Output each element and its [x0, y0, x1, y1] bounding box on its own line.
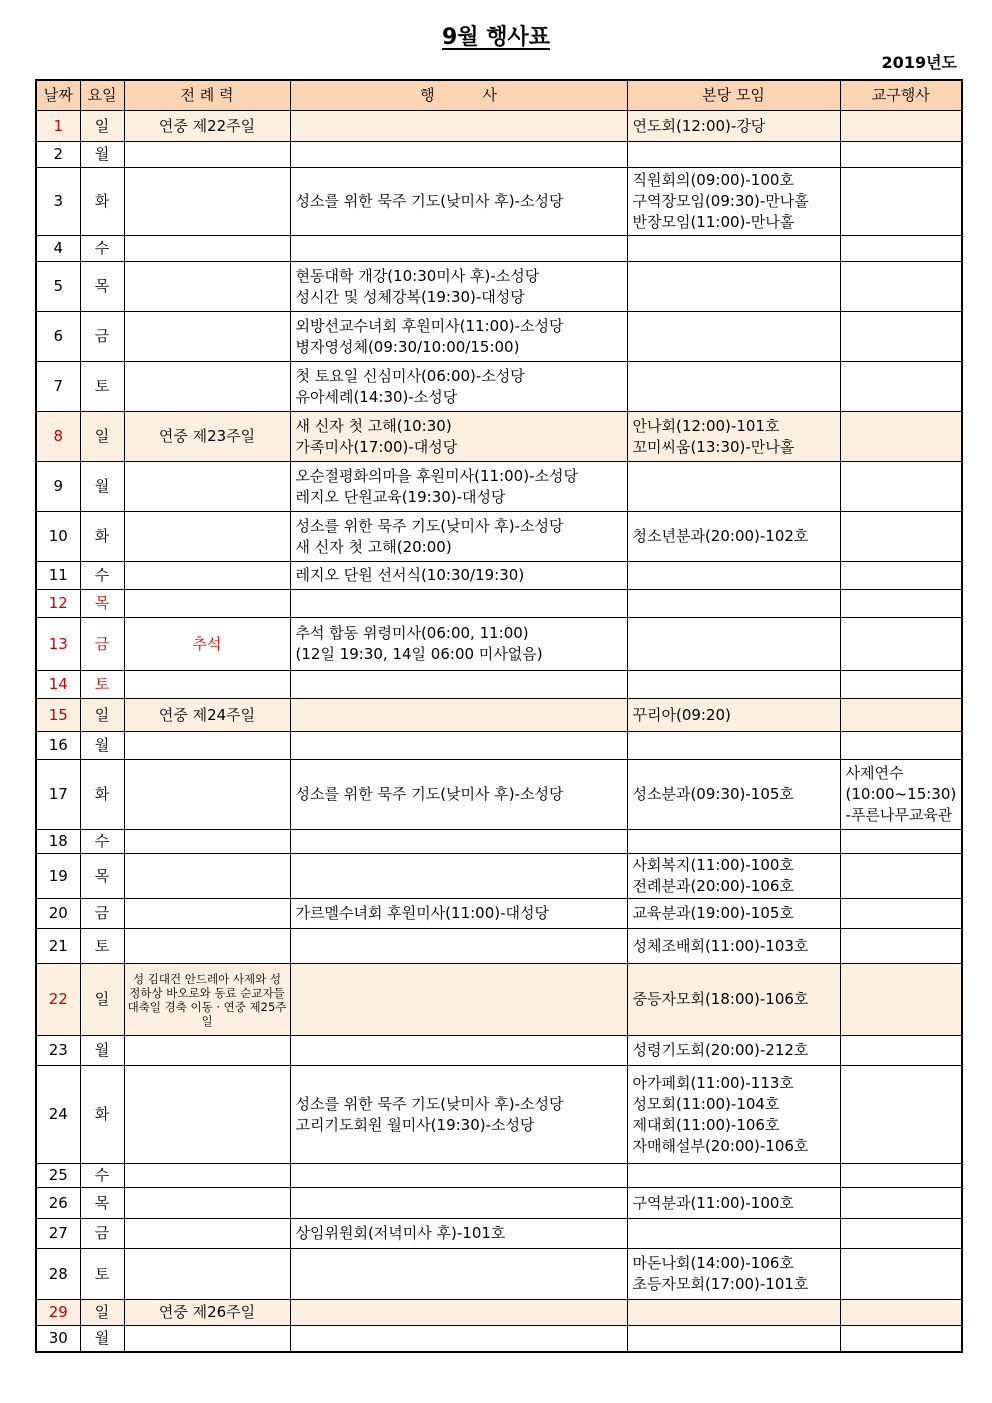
diocese-cell [840, 699, 962, 732]
meetings-cell-line: 구역분과(11:00)-100호 [632, 1193, 794, 1212]
meetings-cell-line: 직원회의(09:00)-100호 [632, 171, 794, 189]
table-row [36, 671, 962, 699]
date-cell: 4 [36, 236, 80, 262]
events-cell-line: 성소를 위한 묵주 기도(낮미사 후)-소성당 [295, 785, 564, 803]
meetings-cell-line: 꼬미씨움(13:30)-만나홀 [632, 437, 795, 456]
date-cell: 25 [36, 1164, 80, 1188]
diocese-cell [840, 462, 962, 512]
liturgy-cell [124, 462, 290, 512]
day-cell: 목 [80, 1188, 124, 1219]
diocese-cell [840, 312, 962, 362]
day-cell: 화 [80, 512, 124, 562]
liturgy-cell: 추석 [124, 618, 290, 671]
meetings-cell [627, 362, 840, 412]
events-cell [290, 1300, 627, 1326]
meetings-cell-line: 성모회(11:00)-104호 [632, 1094, 780, 1113]
events-cell [290, 964, 627, 1036]
liturgy-cell [124, 362, 290, 412]
date-cell: 7 [36, 362, 80, 412]
events-cell-line: 병자영성체(09:30/10:00/15:00) [295, 337, 520, 356]
date-cell: 26 [36, 1188, 80, 1219]
events-cell-line: 레지오 단원교육(19:30)-대성당 [295, 487, 506, 506]
liturgy-cell: 연중 제23주일 [124, 412, 290, 462]
table-row [36, 462, 962, 512]
table-row [36, 142, 962, 168]
date-cell: 23 [36, 1036, 80, 1066]
diocese-cell [840, 562, 962, 590]
header-day: 요일 [80, 80, 124, 111]
meetings-cell-line: 구역장모임(09:30)-만나홀 [632, 192, 809, 210]
diocese-cell [840, 1036, 962, 1066]
meetings-cell [627, 1249, 840, 1300]
events-cell-line: 현동대학 개강(10:30미사 후)-소성당 [295, 266, 540, 285]
events-cell-line: 첫 토요일 신심미사(06:00)-소성당 [295, 366, 525, 385]
liturgy-cell [124, 854, 290, 899]
meetings-cell [627, 111, 840, 142]
day-cell: 금 [80, 312, 124, 362]
liturgy-cell [124, 562, 290, 590]
meetings-cell [627, 618, 840, 671]
liturgy-cell [124, 168, 290, 236]
header-meetings: 본당 모임 [627, 80, 840, 111]
date-cell: 16 [36, 732, 80, 760]
diocese-cell [840, 760, 962, 830]
events-cell-line: 성소를 위한 묵주 기도(낮미사 후)-소성당 [295, 192, 564, 210]
diocese-cell [840, 590, 962, 618]
events-cell [290, 1219, 627, 1249]
liturgy-cell [124, 732, 290, 760]
events-cell [290, 362, 627, 412]
events-cell [290, 312, 627, 362]
diocese-cell-line: (10:00~15:30) [845, 785, 957, 803]
diocese-cell [840, 899, 962, 929]
day-cell: 금 [80, 618, 124, 671]
day-cell: 토 [80, 671, 124, 699]
events-cell [290, 590, 627, 618]
page-title: 9월 행사표 [442, 25, 550, 50]
events-cell [290, 512, 627, 562]
events-cell [290, 732, 627, 760]
events-cell-line: 고리기도회원 월미사(19:30)-소성당 [295, 1115, 535, 1134]
liturgy-cell [124, 760, 290, 830]
liturgy-cell [124, 671, 290, 699]
table-row [36, 168, 962, 236]
day-cell: 일 [80, 1300, 124, 1326]
day-cell: 화 [80, 1066, 124, 1164]
day-cell: 토 [80, 362, 124, 412]
liturgy-cell [124, 1219, 290, 1249]
header-liturgy: 전 례 력 [124, 80, 290, 111]
date-cell: 29 [36, 1300, 80, 1326]
diocese-cell [840, 830, 962, 854]
events-cell [290, 1249, 627, 1300]
date-cell: 8 [36, 412, 80, 462]
events-cell [290, 671, 627, 699]
events-cell [290, 1036, 627, 1066]
date-cell: 11 [36, 562, 80, 590]
diocese-cell [840, 1326, 962, 1352]
liturgy-cell [124, 312, 290, 362]
date-cell: 13 [36, 618, 80, 671]
table-row [36, 899, 962, 929]
date-cell: 17 [36, 760, 80, 830]
meetings-cell [627, 964, 840, 1036]
liturgy-cell [124, 1036, 290, 1066]
schedule-table [35, 79, 963, 1353]
liturgy-cell: 성 김대건 안드레아 사제와 성 정하상 바오로와 동료 순교자들 대축일 경축 이동 · 연중 제25주일 [124, 964, 290, 1036]
date-cell: 14 [36, 671, 80, 699]
day-cell: 화 [80, 760, 124, 830]
events-cell-line: 외방선교수녀회 후원미사(11:00)-소성당 [295, 316, 564, 335]
meetings-cell [627, 854, 840, 899]
events-cell [290, 830, 627, 854]
meetings-cell [627, 1300, 840, 1326]
events-cell [290, 462, 627, 512]
events-cell-line: 성시간 및 성체강복(19:30)-대성당 [295, 287, 525, 306]
events-cell-line: 상임위원회(저녁미사 후)-101호 [295, 1224, 506, 1242]
day-cell: 목 [80, 262, 124, 312]
meetings-cell [627, 1219, 840, 1249]
events-cell-line: 새 신자 첫 고해(20:00) [295, 537, 452, 556]
diocese-cell [840, 1164, 962, 1188]
meetings-cell [627, 1036, 840, 1066]
table-row [36, 236, 962, 262]
day-cell: 수 [80, 562, 124, 590]
date-cell: 3 [36, 168, 80, 236]
liturgy-cell [124, 830, 290, 854]
diocese-cell [840, 732, 962, 760]
date-cell: 20 [36, 899, 80, 929]
diocese-cell [840, 262, 962, 312]
meetings-cell [627, 168, 840, 236]
day-cell: 일 [80, 964, 124, 1036]
header-date: 날짜 [36, 80, 80, 111]
events-cell-line: 유아세례(14:30)-소성당 [295, 387, 458, 406]
meetings-cell-line: 안나회(12:00)-101호 [632, 416, 780, 435]
date-cell: 12 [36, 590, 80, 618]
diocese-cell-line: -푸른나무교육관 [845, 806, 953, 824]
day-cell: 토 [80, 929, 124, 964]
diocese-cell [840, 854, 962, 899]
table-row [36, 760, 962, 830]
meetings-cell [627, 899, 840, 929]
date-cell: 24 [36, 1066, 80, 1164]
events-cell-line: 레지오 단원 선서식(10:30/19:30) [295, 566, 525, 584]
day-cell: 화 [80, 168, 124, 236]
date-cell: 9 [36, 462, 80, 512]
liturgy-cell [124, 1066, 290, 1164]
events-cell [290, 562, 627, 590]
meetings-cell [627, 760, 840, 830]
events-cell [290, 168, 627, 236]
events-cell [290, 929, 627, 964]
events-cell-line: 가족미사(17:00)-대성당 [295, 437, 458, 456]
meetings-cell [627, 590, 840, 618]
date-cell: 19 [36, 854, 80, 899]
date-cell: 30 [36, 1326, 80, 1352]
liturgy-cell: 연중 제26주일 [124, 1300, 290, 1326]
meetings-cell-line: 성령기도회(20:00)-212호 [632, 1041, 809, 1059]
meetings-cell [627, 312, 840, 362]
diocese-cell [840, 929, 962, 964]
diocese-cell [840, 512, 962, 562]
events-cell [290, 618, 627, 671]
events-cell [290, 1188, 627, 1219]
day-cell: 일 [80, 699, 124, 732]
events-cell [290, 236, 627, 262]
header-diocese: 교구행사 [840, 80, 962, 111]
diocese-cell [840, 1219, 962, 1249]
table-row [36, 562, 962, 590]
meetings-cell-line: 청소년분과(20:00)-102호 [632, 527, 809, 545]
diocese-cell [840, 964, 962, 1036]
diocese-cell-line: 사제연수 [845, 764, 904, 782]
meetings-cell [627, 1188, 840, 1219]
liturgy-cell: 연중 제22주일 [124, 111, 290, 142]
day-cell: 월 [80, 732, 124, 760]
date-cell: 5 [36, 262, 80, 312]
meetings-cell [627, 732, 840, 760]
table-row [36, 1249, 962, 1300]
table-row [36, 262, 962, 312]
meetings-cell [627, 262, 840, 312]
table-row [36, 362, 962, 412]
day-cell: 수 [80, 1164, 124, 1188]
diocese-cell [840, 671, 962, 699]
day-cell: 목 [80, 590, 124, 618]
events-cell [290, 899, 627, 929]
meetings-cell [627, 830, 840, 854]
day-cell: 월 [80, 142, 124, 168]
events-cell [290, 1164, 627, 1188]
table-row [36, 412, 962, 462]
events-cell [290, 262, 627, 312]
day-cell: 수 [80, 830, 124, 854]
table-row [36, 312, 962, 362]
meetings-cell-line: 아가페회(11:00)-113호 [632, 1073, 794, 1092]
events-cell [290, 111, 627, 142]
date-cell: 27 [36, 1219, 80, 1249]
table-row [36, 1219, 962, 1249]
table-row [36, 732, 962, 760]
table-row [36, 618, 962, 671]
table-row [36, 699, 962, 732]
table-row [36, 830, 962, 854]
table-row [36, 111, 962, 142]
liturgy-cell [124, 512, 290, 562]
meetings-cell-line: 초등자모회(17:00)-101호 [632, 1275, 809, 1293]
day-cell: 월 [80, 1326, 124, 1352]
meetings-cell-line: 중등자모회(18:00)-106호 [632, 990, 809, 1008]
meetings-cell [627, 142, 840, 168]
events-cell-line: 성소를 위한 묵주 기도(낮미사 후)-소성당 [295, 516, 564, 535]
date-cell: 15 [36, 699, 80, 732]
table-row [36, 854, 962, 899]
events-cell-line: 성소를 위한 묵주 기도(낮미사 후)-소성당 [295, 1094, 564, 1113]
table-row [36, 929, 962, 964]
liturgy-cell: 연중 제24주일 [124, 699, 290, 732]
meetings-cell-line: 제대회(11:00)-106호 [632, 1115, 780, 1134]
day-cell: 금 [80, 899, 124, 929]
events-cell-line: 추석 합동 위령미사(06:00, 11:00) [295, 624, 529, 642]
date-cell: 2 [36, 142, 80, 168]
date-cell: 21 [36, 929, 80, 964]
meetings-cell-line: 꾸리아(09:20) [632, 705, 731, 724]
meetings-cell [627, 562, 840, 590]
date-cell: 22 [36, 964, 80, 1036]
table-header-row [36, 80, 962, 111]
day-cell: 일 [80, 412, 124, 462]
meetings-cell [627, 699, 840, 732]
day-cell: 목 [80, 854, 124, 899]
diocese-cell [840, 1300, 962, 1326]
diocese-cell [840, 142, 962, 168]
liturgy-cell [124, 1164, 290, 1188]
meetings-cell-line: 성소분과(09:30)-105호 [632, 785, 794, 803]
day-cell: 수 [80, 236, 124, 262]
date-cell: 10 [36, 512, 80, 562]
liturgy-cell [124, 236, 290, 262]
date-cell: 1 [36, 111, 80, 142]
diocese-cell [840, 1188, 962, 1219]
year-label: 2019년도 [881, 53, 957, 72]
meetings-cell [627, 462, 840, 512]
diocese-cell [840, 168, 962, 236]
table-row [36, 1036, 962, 1066]
diocese-cell [840, 362, 962, 412]
events-cell-line: 가르멜수녀회 후원미사(11:00)-대성당 [295, 904, 549, 922]
day-cell: 토 [80, 1249, 124, 1300]
meetings-cell [627, 1326, 840, 1352]
meetings-cell [627, 1164, 840, 1188]
diocese-cell [840, 1066, 962, 1164]
day-cell: 월 [80, 1036, 124, 1066]
meetings-cell-line: 자매해설부(20:00)-106호 [632, 1136, 809, 1155]
header-events: 행 사 [290, 80, 627, 111]
table-row [36, 512, 962, 562]
diocese-cell [840, 111, 962, 142]
events-cell [290, 1066, 627, 1164]
meetings-cell-line: 사회복지(11:00)-100호 [632, 856, 794, 874]
diocese-cell [840, 412, 962, 462]
meetings-cell [627, 929, 840, 964]
day-cell: 월 [80, 462, 124, 512]
diocese-cell [840, 618, 962, 671]
liturgy-cell [124, 899, 290, 929]
events-cell [290, 854, 627, 899]
diocese-cell [840, 236, 962, 262]
events-cell-line: (12일 19:30, 14일 06:00 미사없음) [295, 645, 543, 663]
table-row [36, 1300, 962, 1326]
table-row [36, 1326, 962, 1352]
table-row [36, 1188, 962, 1219]
events-cell-line: 새 신자 첫 고해(10:30) [295, 416, 452, 435]
events-cell [290, 142, 627, 168]
liturgy-cell [124, 142, 290, 168]
table-row [36, 964, 962, 1036]
events-cell-line: 오순절평화의마을 후원미사(11:00)-소성당 [295, 466, 578, 485]
meetings-cell [627, 1066, 840, 1164]
date-cell: 18 [36, 830, 80, 854]
liturgy-cell [124, 262, 290, 312]
meetings-cell [627, 512, 840, 562]
events-cell [290, 412, 627, 462]
meetings-cell-line: 연도회(12:00)-강당 [632, 116, 766, 135]
meetings-cell [627, 236, 840, 262]
events-cell [290, 760, 627, 830]
date-cell: 6 [36, 312, 80, 362]
events-cell [290, 699, 627, 732]
meetings-cell-line: 마돈나회(14:00)-106호 [632, 1254, 794, 1272]
meetings-cell-line: 성체조배회(11:00)-103호 [632, 936, 809, 955]
diocese-cell [840, 1249, 962, 1300]
meetings-cell [627, 671, 840, 699]
meetings-cell [627, 412, 840, 462]
liturgy-cell [124, 1188, 290, 1219]
table-row [36, 1164, 962, 1188]
liturgy-cell [124, 1249, 290, 1300]
liturgy-cell [124, 590, 290, 618]
table-row [36, 1066, 962, 1164]
meetings-cell-line: 교육분과(19:00)-105호 [632, 904, 794, 922]
liturgy-cell [124, 1326, 290, 1352]
liturgy-cell [124, 929, 290, 964]
meetings-cell-line: 전례분과(20:00)-106호 [632, 877, 794, 895]
day-cell: 금 [80, 1219, 124, 1249]
events-cell [290, 1326, 627, 1352]
meetings-cell-line: 반장모임(11:00)-만나홀 [632, 213, 795, 231]
table-row [36, 590, 962, 618]
date-cell: 28 [36, 1249, 80, 1300]
day-cell: 일 [80, 111, 124, 142]
